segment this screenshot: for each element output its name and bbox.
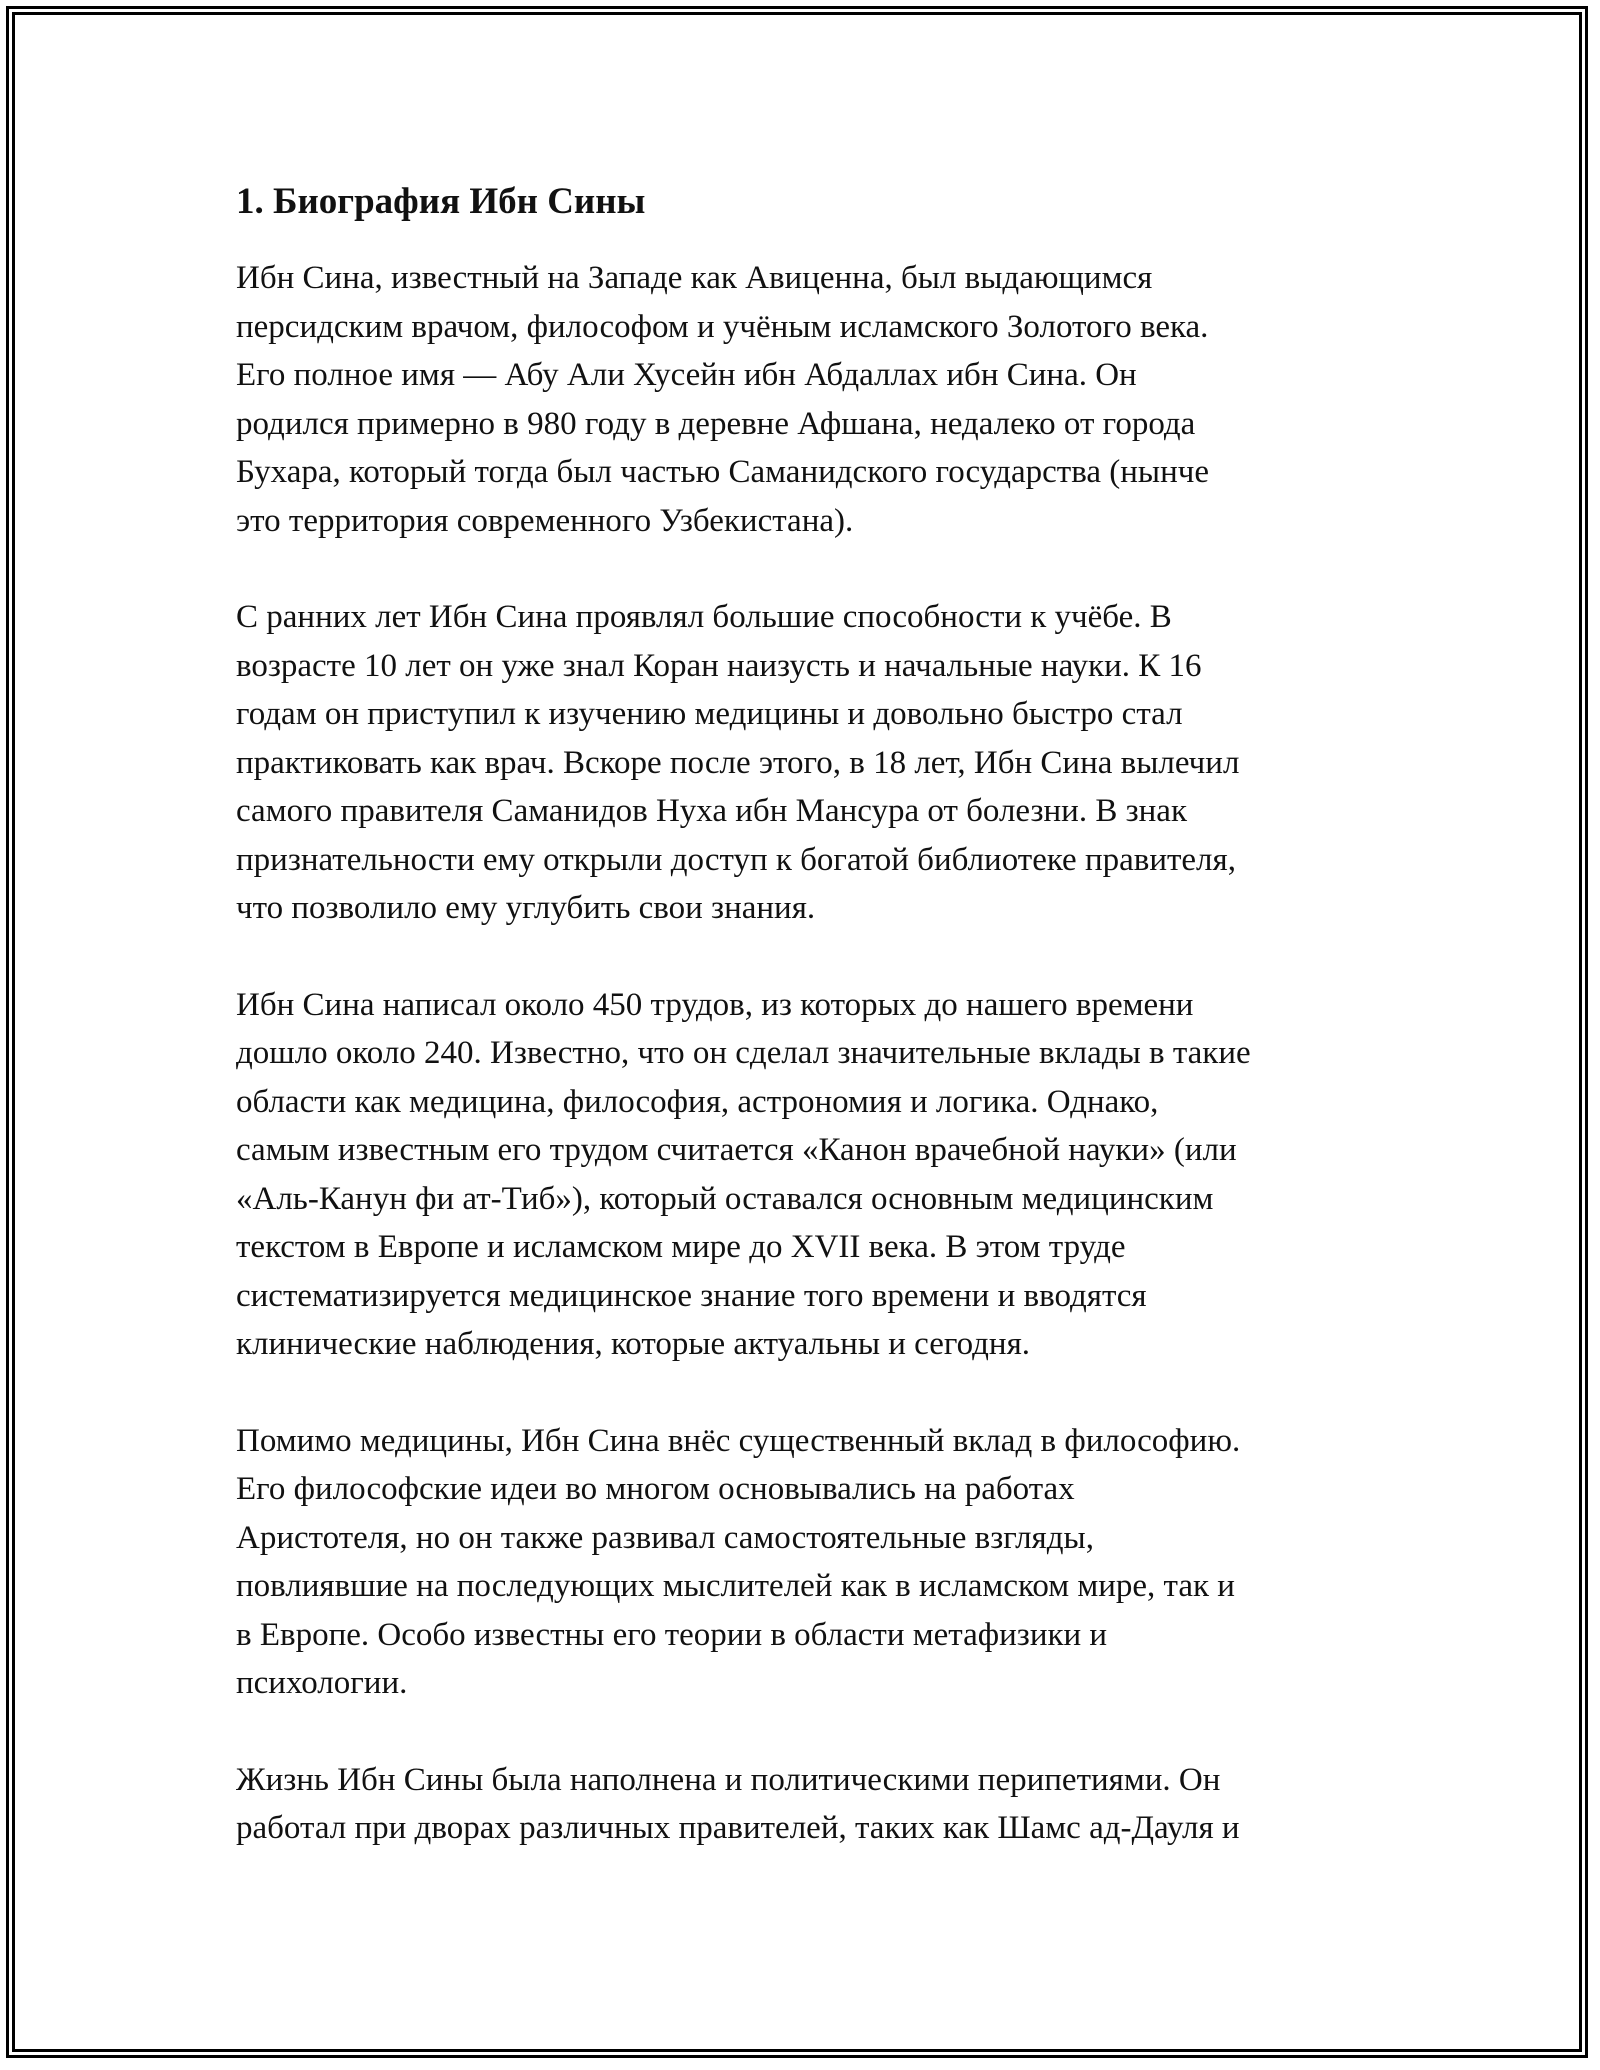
text-line: персидским врачом, философом и учёным исламского Золотого века. [236,308,1209,345]
section-title: 1. Биография Ибн Сины [236,181,646,222]
text-line: практиковать как врач. Вскоре после этого, в 18 лет, Ибн Сина вылечил [236,744,1240,781]
paragraph [236,254,1386,545]
paragraph [236,1417,1386,1708]
text-line: самым известным его трудом считается «Канон врачебной науки» (или [236,1132,1237,1169]
text-line: работал при дворах различных правителей, таких как Шамс ад-Дауля и [236,1810,1240,1847]
text-line: Аристотеля, но он также развивал самостоятельные взгляды, [236,1519,1094,1556]
paragraph [236,1756,1386,1853]
text-line: Ибн Сина, известный на Западе как Авиценна, был выдающимся [236,260,1153,297]
text-line: С ранних лет Ибн Сина проявлял большие способности к учёбе. В [236,599,1172,636]
text-line: психологии. [236,1665,408,1702]
text-line: Ибн Сина написал около 450 трудов, из которых до нашего времени [236,986,1194,1023]
text-line: Помимо медицины, Ибн Сина внёс существенный вклад в философию. [236,1422,1241,1459]
text-line: в Европе. Особо известны его теории в области метафизики и [236,1616,1108,1653]
document-body [236,180,1386,1901]
text-line: клинические наблюдения, которые актуальны и сегодня. [236,1326,1030,1363]
text-line: это территория современного Узбекистана). [236,502,854,539]
text-line: годам он приступил к изучению медицины и довольно быстро стал [236,696,1183,733]
text-line: самого правителя Саманидов Нуха ибн Мансура от болезни. В знак [236,793,1187,830]
text-line: текстом в Европе и исламском мире до XVII века. В этом труде [236,1229,1126,1266]
text-line: области как медицина, философия, астрономия и логика. Однако, [236,1083,1159,1120]
text-line: повлиявшие на последующих мыслителей как в исламском мире, так и [236,1568,1235,1605]
text-line: систематизируется медицинское знание того времени и вводятся [236,1277,1147,1314]
text-line: Его философские идеи во многом основывались на работах [236,1471,1075,1508]
text-line: Жизнь Ибн Сины была наполнена и политическими перипетиями. Он [236,1761,1221,1798]
paragraph [236,981,1386,1369]
text-line: Его полное имя — Абу Али Хусейн ибн Абдаллах ибн Сина. Он [236,357,1137,394]
text-line: возрасте 10 лет он уже знал Коран наизусть и начальные науки. К 16 [236,647,1202,684]
text-line: дошло около 240. Известно, что он сделал значительные вклады в такие [236,1035,1251,1072]
paragraph [236,593,1386,933]
text-line: «Аль-Канун фи ат-Тиб»), который оставался основным медицинским [236,1180,1214,1217]
text-line: родился примерно в 980 году в деревне Афшана, недалеко от города [236,405,1196,442]
text-line: признательности ему открыли доступ к богатой библиотеке правителя, [236,841,1236,878]
text-line: что позволило ему углубить свои знания. [236,890,816,927]
text-line: Бухара, который тогда был частью Саманидского государства (нынче [236,454,1209,491]
